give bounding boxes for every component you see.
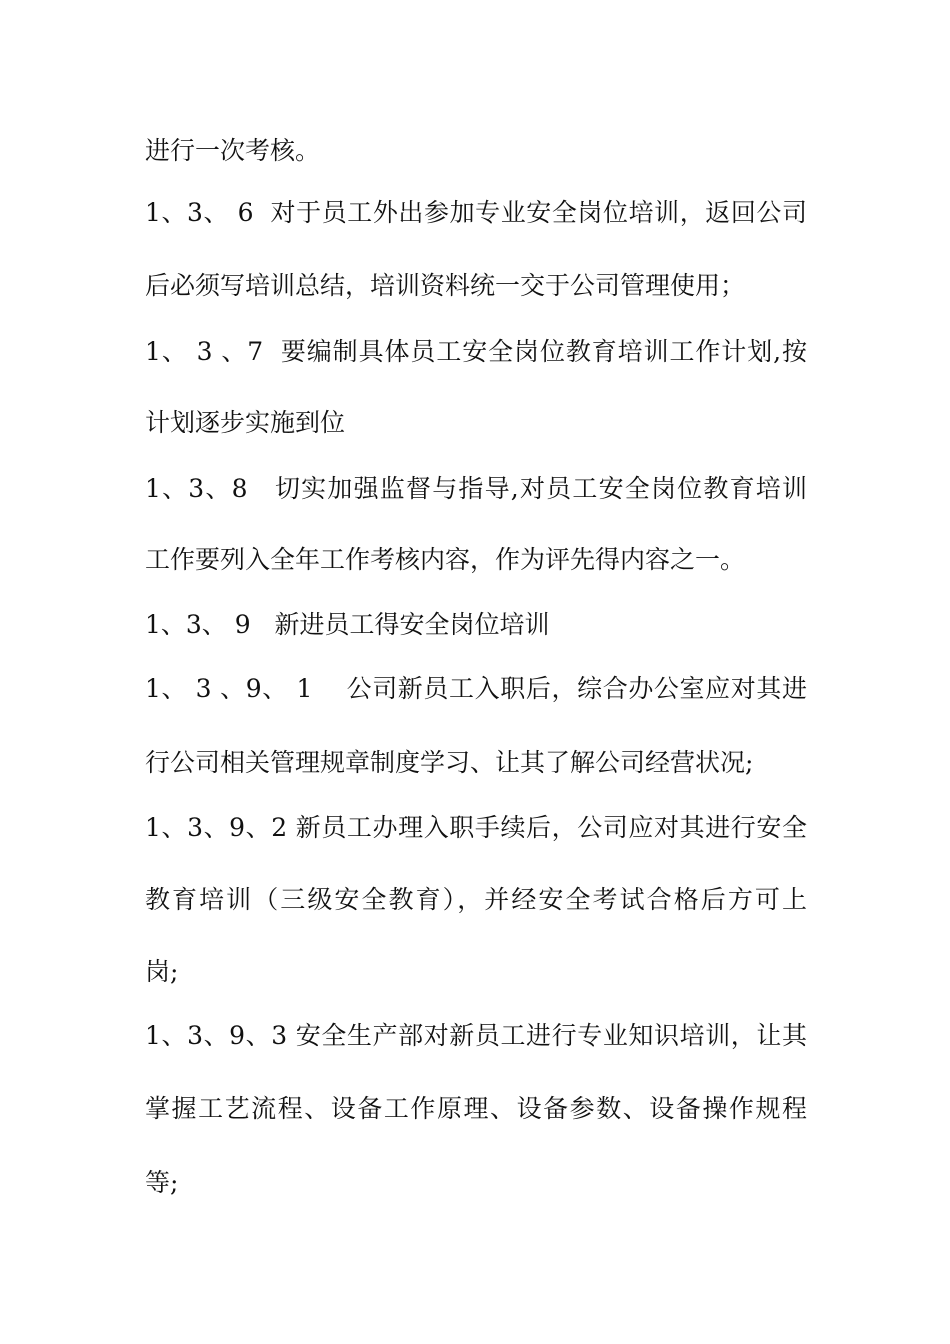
text-line: 1、3、 9 新进员工得安全岗位培训 <box>145 610 550 639</box>
text-line: 岗; <box>145 957 179 986</box>
text-line: 1、3、8 切实加强监督与指导,对员工安全岗位教育培训 <box>145 474 807 503</box>
text-line: 工作要列入全年工作考核内容，作为评先得内容之一。 <box>145 545 746 574</box>
text-line: 进行一次考核。 <box>145 136 321 165</box>
text-line: 行公司相关管理规章制度学习、让其了解公司经营状况; <box>145 748 754 777</box>
text-line: 1、 3 、7 要编制具体员工安全岗位教育培训工作计划,按 <box>145 337 807 366</box>
text-line: 1、3、 6 对于员工外出参加专业安全岗位培训，返回公司 <box>145 198 807 227</box>
text-line: 1、3、9、2 新员工办理入职手续后，公司应对其进行安全 <box>145 813 807 842</box>
text-line: 教育培训（三级安全教育），并经安全考试合格后方可上 <box>145 885 807 914</box>
text-line: 掌握工艺流程、设备工作原理、设备参数、设备操作规程 <box>145 1094 807 1123</box>
text-line: 等; <box>145 1168 179 1197</box>
text-line: 1、3、9、3 安全生产部对新员工进行专业知识培训，让其 <box>145 1021 807 1050</box>
text-line: 后必须写培训总结，培训资料统一交于公司管理使用； <box>145 271 746 300</box>
text-line: 计划逐步实施到位 <box>145 408 346 437</box>
text-line: 1、 3 、9、 1 公司新员工入职后，综合办公室应对其进 <box>145 674 807 703</box>
